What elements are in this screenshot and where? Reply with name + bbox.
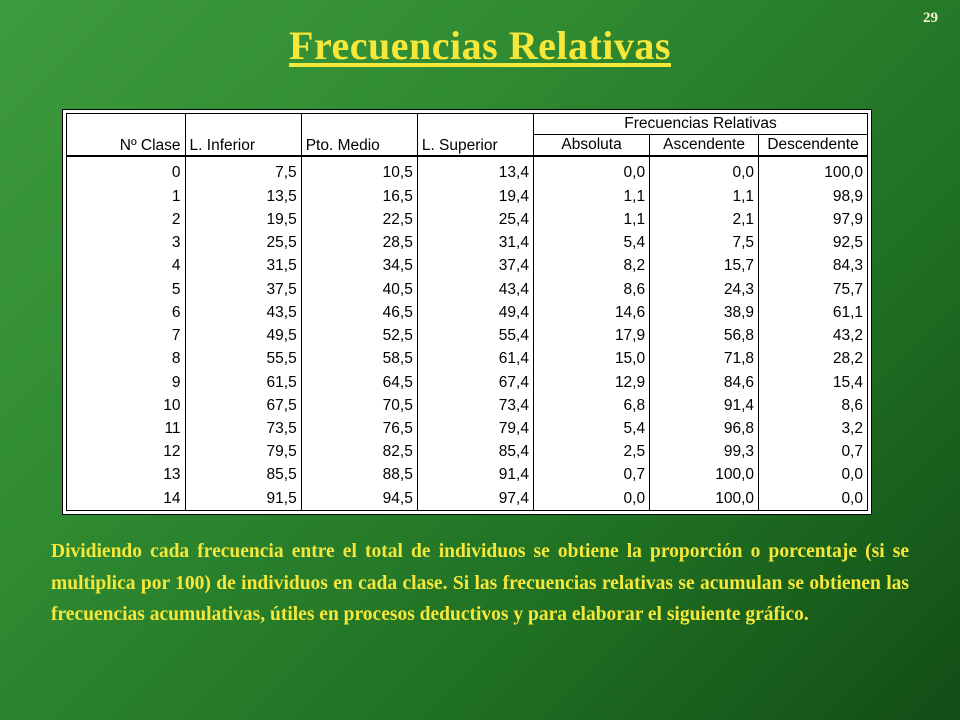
table-row [67,440,868,463]
cell-absoluta: 6,8 [533,394,649,417]
cell-clase: 0 [67,161,186,184]
cell-clase: 9 [67,370,186,393]
cell-clase: 12 [67,440,186,463]
cell-superior: 37,4 [417,254,533,277]
cell-inferior: 49,5 [185,324,301,347]
table-row [67,463,868,486]
cell-superior: 85,4 [417,440,533,463]
frequency-table [66,113,868,511]
cell-ascendente: 1,1 [650,185,759,208]
cell-ascendente: 100,0 [650,463,759,486]
table-row [67,254,868,277]
slide-title: Frecuencias Relativas [289,23,671,68]
cell-clase: 13 [67,463,186,486]
cell-superior: 67,4 [417,370,533,393]
cell-clase: 1 [67,185,186,208]
cell-medio: 88,5 [301,463,417,486]
cell-clase: 5 [67,277,186,300]
cell-absoluta: 12,9 [533,370,649,393]
cell-superior: 55,4 [417,324,533,347]
cell-ascendente: 99,3 [650,440,759,463]
cell-descendente: 15,4 [759,370,868,393]
cell-clase: 14 [67,487,186,511]
cell-medio: 82,5 [301,440,417,463]
slide-number: 29 [923,10,938,26]
frequency-table-container [62,109,872,515]
column-header-medio: Pto. Medio [301,114,417,157]
cell-descendente: 97,9 [759,208,868,231]
cell-medio: 58,5 [301,347,417,370]
cell-medio: 10,5 [301,161,417,184]
cell-inferior: 7,5 [185,161,301,184]
cell-absoluta: 14,6 [533,301,649,324]
cell-descendente: 8,6 [759,394,868,417]
cell-descendente: 43,2 [759,324,868,347]
cell-absoluta: 8,6 [533,277,649,300]
cell-ascendente: 15,7 [650,254,759,277]
cell-absoluta: 0,7 [533,463,649,486]
cell-medio: 28,5 [301,231,417,254]
cell-descendente: 0,0 [759,487,868,511]
cell-ascendente: 24,3 [650,277,759,300]
cell-superior: 25,4 [417,208,533,231]
cell-superior: 61,4 [417,347,533,370]
table-header-group-row [67,114,868,135]
cell-medio: 94,5 [301,487,417,511]
cell-superior: 31,4 [417,231,533,254]
cell-descendente: 92,5 [759,231,868,254]
cell-descendente: 0,7 [759,440,868,463]
cell-ascendente: 100,0 [650,487,759,511]
cell-ascendente: 38,9 [650,301,759,324]
cell-clase: 8 [67,347,186,370]
cell-clase: 10 [67,394,186,417]
cell-descendente: 75,7 [759,277,868,300]
cell-inferior: 43,5 [185,301,301,324]
cell-absoluta: 1,1 [533,208,649,231]
cell-ascendente: 96,8 [650,417,759,440]
cell-absoluta: 0,0 [533,161,649,184]
cell-inferior: 91,5 [185,487,301,511]
cell-inferior: 19,5 [185,208,301,231]
cell-superior: 97,4 [417,487,533,511]
table-row [67,417,868,440]
cell-medio: 22,5 [301,208,417,231]
table-row [67,301,868,324]
table-row [67,277,868,300]
cell-ascendente: 91,4 [650,394,759,417]
cell-superior: 49,4 [417,301,533,324]
cell-superior: 79,4 [417,417,533,440]
cell-medio: 64,5 [301,370,417,393]
cell-inferior: 31,5 [185,254,301,277]
cell-descendente: 0,0 [759,463,868,486]
cell-clase: 3 [67,231,186,254]
cell-inferior: 85,5 [185,463,301,486]
table-row [67,370,868,393]
cell-inferior: 37,5 [185,277,301,300]
cell-ascendente: 0,0 [650,161,759,184]
cell-inferior: 61,5 [185,370,301,393]
cell-ascendente: 71,8 [650,347,759,370]
cell-descendente: 98,9 [759,185,868,208]
cell-ascendente: 2,1 [650,208,759,231]
cell-medio: 40,5 [301,277,417,300]
cell-absoluta: 0,0 [533,487,649,511]
table-row [67,185,868,208]
cell-medio: 76,5 [301,417,417,440]
cell-inferior: 67,5 [185,394,301,417]
cell-ascendente: 84,6 [650,370,759,393]
cell-inferior: 55,5 [185,347,301,370]
table-row [67,394,868,417]
column-header-clase: Nº Clase [67,114,186,157]
cell-inferior: 13,5 [185,185,301,208]
column-header-descendente: Descendente [759,135,868,157]
cell-absoluta: 2,5 [533,440,649,463]
cell-superior: 13,4 [417,161,533,184]
table-row [67,231,868,254]
cell-clase: 2 [67,208,186,231]
cell-absoluta: 5,4 [533,417,649,440]
cell-inferior: 25,5 [185,231,301,254]
cell-inferior: 73,5 [185,417,301,440]
cell-clase: 4 [67,254,186,277]
table-row [67,487,868,511]
cell-medio: 34,5 [301,254,417,277]
cell-descendente: 3,2 [759,417,868,440]
cell-medio: 70,5 [301,394,417,417]
cell-superior: 43,4 [417,277,533,300]
cell-absoluta: 15,0 [533,347,649,370]
column-header-inferior: L. Inferior [185,114,301,157]
cell-superior: 91,4 [417,463,533,486]
table-row [67,208,868,231]
cell-inferior: 79,5 [185,440,301,463]
table-row [67,161,868,184]
cell-medio: 46,5 [301,301,417,324]
column-header-ascendente: Ascendente [650,135,759,157]
table-row [67,324,868,347]
column-group-header: Frecuencias Relativas [533,114,867,135]
cell-ascendente: 56,8 [650,324,759,347]
cell-absoluta: 1,1 [533,185,649,208]
cell-ascendente: 7,5 [650,231,759,254]
cell-descendente: 28,2 [759,347,868,370]
cell-absoluta: 17,9 [533,324,649,347]
cell-descendente: 61,1 [759,301,868,324]
cell-superior: 73,4 [417,394,533,417]
cell-medio: 16,5 [301,185,417,208]
cell-absoluta: 5,4 [533,231,649,254]
cell-descendente: 100,0 [759,161,868,184]
cell-clase: 11 [67,417,186,440]
column-header-superior: L. Superior [417,114,533,157]
cell-absoluta: 8,2 [533,254,649,277]
cell-clase: 7 [67,324,186,347]
column-header-absoluta: Absoluta [533,135,649,157]
cell-descendente: 84,3 [759,254,868,277]
table-row [67,347,868,370]
cell-medio: 52,5 [301,324,417,347]
explanation-paragraph: Dividiendo cada frecuencia entre el total de individuos se obtiene la proporción o porcentaje (si se multiplica por 100) de individuos en cada clase. Si las frecuencias relativas se acumulan se obtienen las frecuencias acumulativas, útiles en procesos deductivos y para elaborar el siguiente gráfico. [51,541,909,625]
cell-clase: 6 [67,301,186,324]
cell-superior: 19,4 [417,185,533,208]
